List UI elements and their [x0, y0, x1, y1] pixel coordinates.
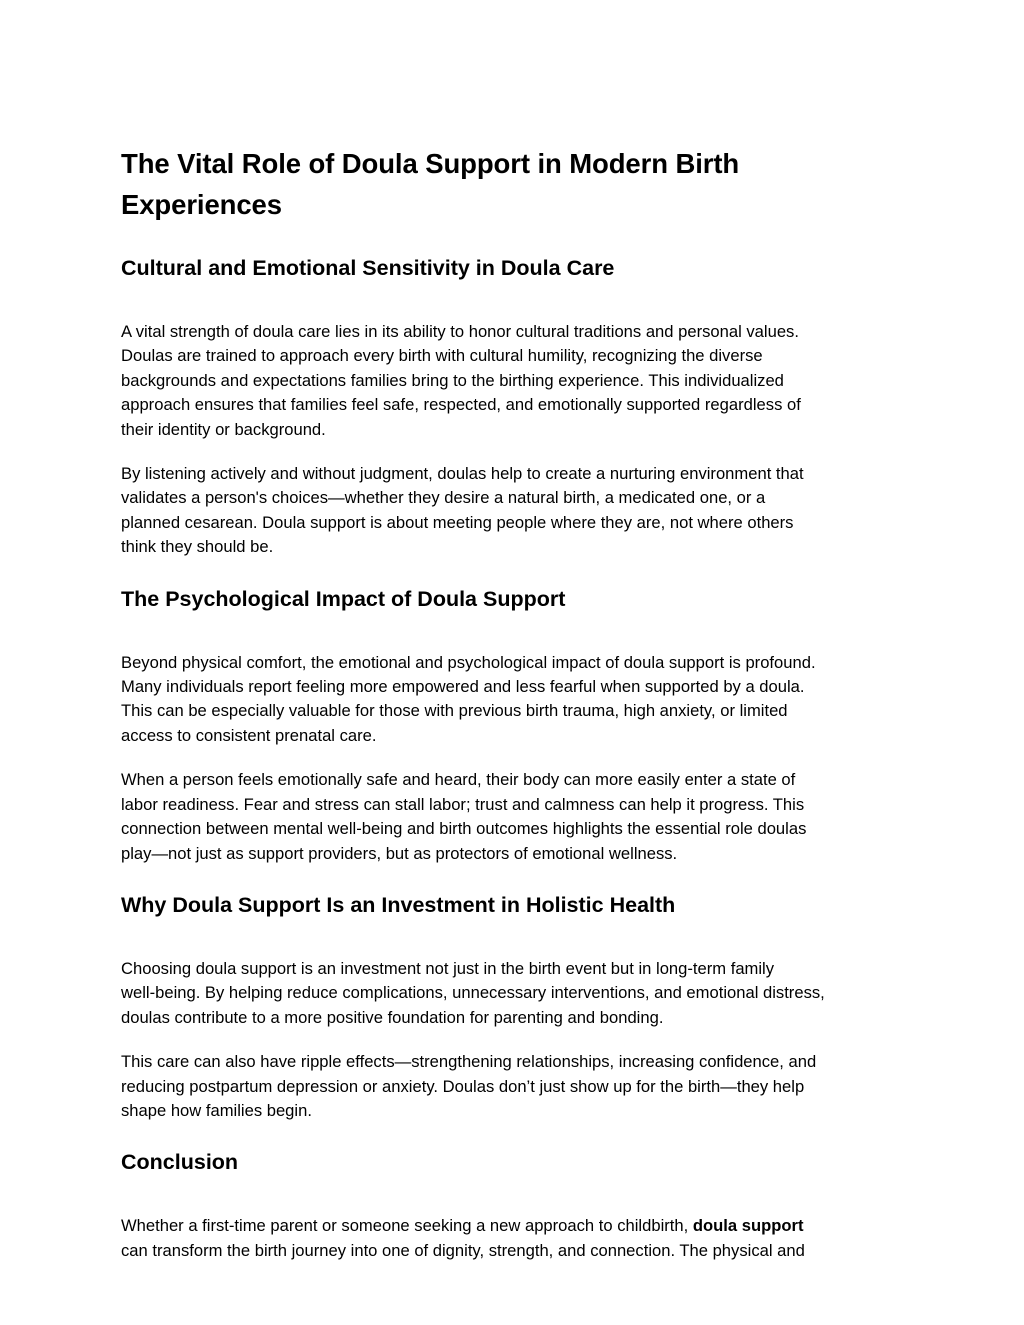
text-line: This can be especially valuable for those with previous birth trauma, high anxiety, or limited: [121, 701, 788, 721]
text-line: When a person feels emotionally safe and heard, their body can more easily enter a state of: [121, 770, 796, 790]
text-line: labor readiness. Fear and stress can stall labor; trust and calmness can help it progress. This: [121, 794, 805, 814]
text-line: Choosing doula support is an investment not just in the birth event but in long-term family: [121, 958, 775, 978]
paragraph: [121, 320, 906, 442]
text-line: Beyond physical comfort, the emotional and psychological impact of doula support is profound.: [121, 652, 816, 672]
section-heading: Cultural and Emotional Sensitivity in Doula Care: [121, 256, 615, 280]
text-line: can transform the birth journey into one of dignity, strength, and connection. The physical and: [121, 1240, 805, 1260]
text-line: their identity or background.: [121, 419, 326, 439]
section-heading: The Psychological Impact of Doula Support: [121, 586, 566, 611]
text-line: connection between mental well-being and birth outcomes highlights the essential role doulas: [121, 819, 807, 839]
text-line: validates a person's choices—whether they desire a natural birth, a medicated one, or a: [121, 488, 766, 508]
paragraph: [121, 1050, 906, 1123]
document-page: [121, 143, 906, 1263]
paragraph: [121, 462, 906, 560]
text-line: think they should be.: [121, 537, 274, 557]
text-line: backgrounds and expectations families bring to the birthing experience. This individualized: [121, 370, 784, 390]
text-run: Whether a first-time parent or someone seeking a new approach to childbirth,: [121, 1216, 693, 1236]
text-line: By listening actively and without judgment, doulas help to create a nurturing environment that: [121, 464, 804, 484]
text-line: planned cesarean. Doula support is about meeting people where they are, not where others: [121, 512, 794, 532]
text-line: Many individuals report feeling more empowered and less fearful when supported by a doula.: [121, 677, 805, 697]
section-heading: Why Doula Support Is an Investment in Holistic Health: [121, 892, 676, 917]
text-line: approach ensures that families feel safe, respected, and emotionally supported regardless of: [121, 395, 801, 415]
paragraph: [121, 768, 906, 866]
paragraph: [121, 957, 906, 1030]
title-line: Experiences: [121, 189, 282, 220]
text-line: reducing postpartum depression or anxiety. Doulas don’t just show up for the birth—they help: [121, 1076, 805, 1096]
text-line: doulas contribute to a more positive foundation for parenting and bonding.: [121, 1007, 664, 1027]
title-line: The Vital Role of Doula Support in Modern Birth: [121, 148, 740, 179]
text-line: well-being. By helping reduce complications, unnecessary interventions, and emotional distress,: [121, 983, 825, 1003]
text-line: Doulas are trained to approach every birth with cultural humility, recognizing the diverse: [121, 346, 763, 366]
text-line: play—not just as support providers, but as protectors of emotional wellness.: [121, 843, 678, 863]
page-title: [121, 143, 906, 225]
paragraph: [121, 651, 906, 749]
section-heading: Conclusion: [121, 1150, 239, 1175]
bold-keyword: doula support: [692, 1216, 804, 1236]
text-line: This care can also have ripple effects—strengthening relationships, increasing confidence, and: [121, 1052, 817, 1072]
text-line: A vital strength of doula care lies in its ability to honor cultural traditions and personal values.: [121, 322, 799, 341]
text-line: access to consistent prenatal care.: [121, 725, 377, 745]
text-line: [121, 1214, 906, 1238]
paragraph: [121, 1214, 906, 1263]
text-line: shape how families begin.: [121, 1100, 312, 1120]
